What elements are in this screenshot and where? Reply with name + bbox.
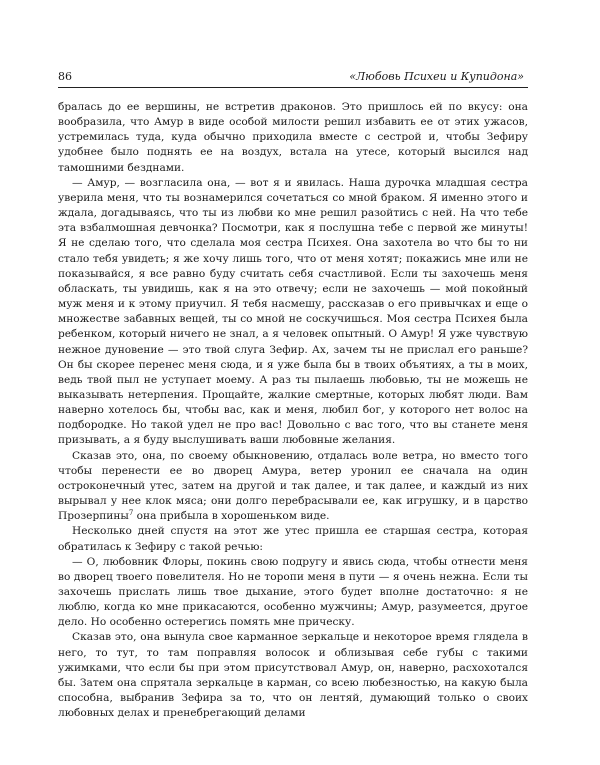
paragraph: — О, любовник Флоры, покинь свою подругу и явись сюда, чтобы отнести меня во дворец твоего повелителя. Но не торопи меня в пути — я очень нежна. Если ты захочешь прислать лишь твое дыхание, этого будет вполне достаточно: я не люблю, когда ко мне прикасаются, особенно мужчины; Амур, разумеется, другое дело. Но особенно остерегись помять мне прическу. [58,555,528,629]
paragraph-text: Сказав это, она, по своему обыкновению, отдалась воле ветра, но вместо того чтобы перенести ее во дворец Амура, ветер уронил ее сначала на один остроконечный утес, затем на другой и так далее, и так далее, и каждый из них вырывал у нее клок мяса; они долго перебрасывали ее, как игрушку, и в царство Прозерпины [58,449,528,523]
running-header [58,70,528,88]
page-number: 86 [58,70,72,83]
footnote-marker: 7 [128,509,134,518]
book-page [58,70,528,721]
running-title: «Любовь Психеи и Купидона» [349,70,524,83]
paragraph: бралась до ее вершины, не встретив драконов. Это пришлось ей по вкусу: она вообразила, что Амур в виде особой милости решил избавить ее от этих ужасов, устремилась туда, куда обычно приходила вместе с сестрой и, чтобы Зефиру удобнее было поднять ее на воздух, встала на утесе, который высился над тамошними безднами. [58,101,528,174]
text-body [58,100,528,721]
paragraph: Сказав это, она вынула свое карманное зеркальце и некоторое время глядела в него, то тут, то там поправляя волосок и облизывая себе губы с такими ужимками, что если бы при этом присутствовал Амур, он, наверно, расхохотался бы. Затем она спрятала зеркальце в карман, со всею любезностью, на какую была способна, выбранив Зефира за то, что он лентяй, думающий только о своих любовных делах и пренебрегающий делами [58,631,528,720]
paragraph: — Амур, — возгласила она, — вот я и явилась. Наша дурочка младшая сестра уверила меня, что ты вознамерился сочетаться со мной браком. Я именно этого и ждала, догадываясь, что ты из любви ко мне решил разойтись с ней. На что тебе эта взбалмошная девчонка? Посмотри, как я послушна тебе с первой же минуты! Я не сделаю того, что сделала моя сестра Психея. Она захотела во что бы то ни стало тебя увидеть; я же хочу лишь того, что от меня хотят; покажись мне или не показывайся, я все равно буду считать себя счастливой. Если ты захочешь меня обласкать, ты увидишь, как я на это отвечу; если не захочешь — мой покойный муж меня и к этому приучил. Я тебя насмешу, рассказав о его привычках и еще о множестве забавных вещей, ты со мной не соскучишься. Моя сестра Психея была ребенком, который ничего не знал, а я человек опытный. О Амур! Я уже чувствую нежное дуновение — это твой слуга Зефир. Ах, зачем ты не прислал его раньше? Он бы скорее перенес меня сюда, и я уже была бы в твоих объятиях, а ты в моих, ведь твой пыл не уступает моему. А раз ты пылаешь любовью, ты не можешь не выказывать нетерпения. Прощайте, жалкие смертные, которых любят люди. Вам наверно хотелось бы, чтобы вас, как и меня, любил бог, у которого нет волос на подбородке. Но такой удел не про вас! Довольно с вас того, что вы станете меня призывать, а я буду выслушивать ваши любовные желания. [58,176,528,447]
paragraph: Несколько дней спустя на этот же утес пришла ее старшая сестра, которая обратилась к Зефиру с такой речью: [58,525,528,553]
paragraph [58,449,528,525]
paragraph-text: она прибыла в хорошеньком виде. [133,510,330,523]
